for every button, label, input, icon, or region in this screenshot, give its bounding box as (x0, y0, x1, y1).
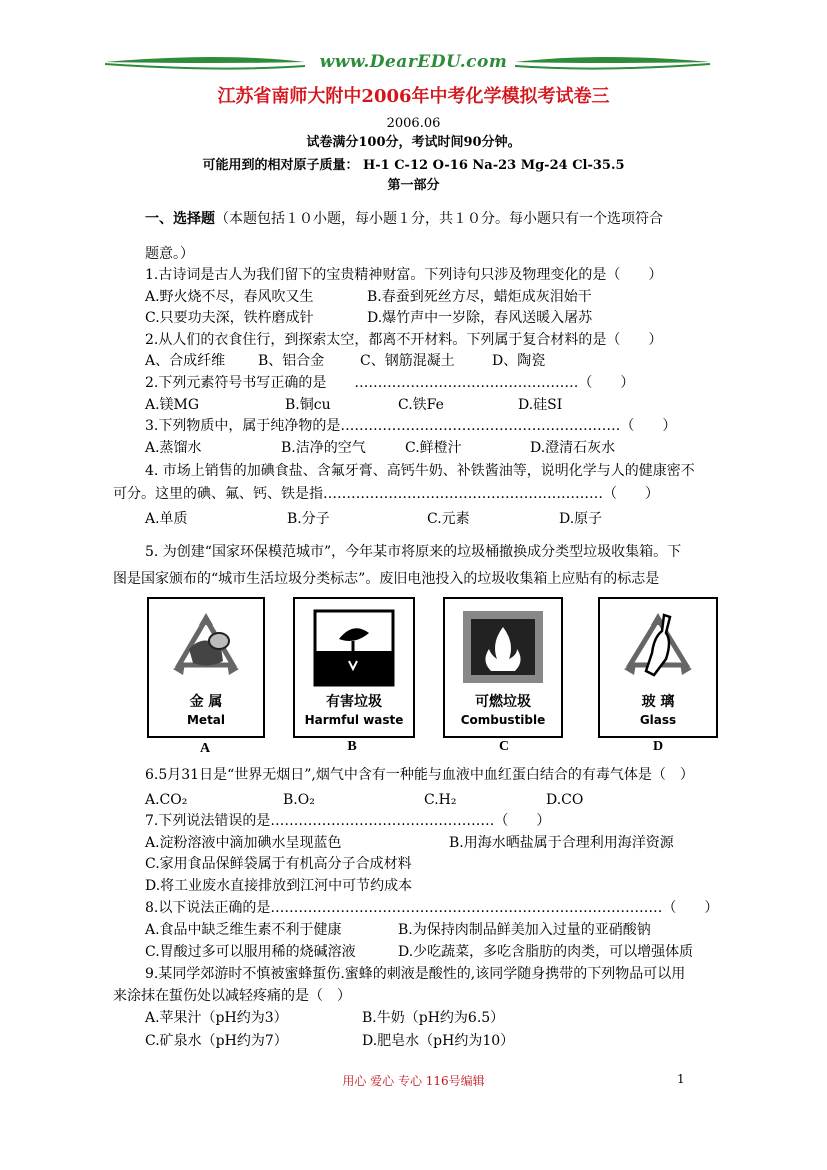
sign-glass (598, 597, 718, 738)
exam-info: 试卷满分100分，考试时间90分钟。 (306, 135, 521, 150)
sign-en-label: Harmful waste (304, 713, 404, 727)
sign-en-label: Glass (639, 713, 677, 727)
question-stem: 3.下列物质中，属于纯净物的是……………………………………………………（ ） (145, 418, 677, 434)
option-a: A.苹果汁（pH约为3） (145, 1010, 288, 1026)
option-c: C.矿泉水（pH约为7） (145, 1033, 288, 1049)
section-desc-cont: 题意。） (145, 246, 194, 262)
page-number: 1 (677, 1072, 685, 1086)
sign-letter: D (652, 739, 664, 754)
option-c: C.胃酸过多可以服用稀的烧碱溶液 (145, 944, 356, 960)
option-a: A.镁MG (145, 397, 200, 413)
glass-bottle-icon (600, 599, 716, 689)
option-c: C.只要功夫深，铁杵磨成针 (145, 310, 314, 326)
part-heading: 第一部分 (387, 178, 440, 193)
metal-recycle-icon (149, 599, 263, 689)
question-stem: 2.从人们的衣食住行，到探索太空，都离不开材料。下列属于复合材料的是（ ） (145, 332, 663, 348)
option-a: A.淀粉溶液中滴加碘水呈现蓝色 (145, 835, 342, 851)
option-c: C.鲜橙汁 (405, 440, 462, 456)
option-d: D、陶瓷 (492, 353, 546, 369)
atomic-masses: 可能用到的相对原子质量： H-1 C-12 O-16 Na-23 Mg-24 Cl-35.5 (202, 158, 625, 173)
sign-metal (147, 597, 265, 738)
option-d: D.硅SI (518, 397, 563, 413)
option-b: B.分子 (287, 511, 330, 527)
option-a: A.野火烧不尽，春风吹又生 (145, 289, 314, 305)
option-c: C.元素 (427, 511, 470, 527)
question-stem: 8.以下说法正确的是…………………………………………………………………………（ ） (145, 900, 719, 916)
section-heading-line (145, 209, 663, 229)
sign-harmful (293, 597, 415, 738)
option-d: D.肥皂水（pH约为10） (362, 1033, 515, 1049)
sign-cn-label: 金 属 (189, 694, 223, 710)
option-b: B.牛奶（pH约为6.5） (362, 1010, 505, 1026)
option-d: D.将工业废水直接排放到江河中可节约成本 (145, 878, 413, 894)
sign-letter: A (199, 741, 211, 756)
sign-letter: C (498, 739, 510, 754)
question-stem: 1.古诗词是古人为我们留下的宝贵精神财富。下列诗句只涉及物理变化的是（ ） (145, 267, 663, 283)
option-a: A.蒸馏水 (145, 440, 202, 456)
option-b: B、铝合金 (258, 353, 325, 369)
section-heading: 一、选择题 (145, 211, 215, 227)
sign-en-label: Metal (186, 713, 226, 727)
option-a: A.CO₂ (145, 792, 188, 808)
sign-cn-label: 玻 璃 (641, 694, 675, 710)
question-stem-cont: 图是国家颁布的“城市生活垃圾分类标志”。废旧电池投入的垃圾收集箱上应贴有的标志是 (113, 571, 660, 587)
section-desc: （本题包括１０小题，每小题１分，共１０分。每小题只有一个选项符合 (215, 211, 663, 227)
option-d: D.爆竹声中一岁除，春风送暖入屠苏 (367, 310, 593, 326)
option-c: C、钢筋混凝土 (360, 353, 455, 369)
exam-date: 2006.06 (386, 116, 441, 131)
footer-text: 用心 爱心 专心 116号编辑 (342, 1074, 485, 1088)
option-d: D.原子 (559, 511, 603, 527)
option-d: D.澄清石灰水 (530, 440, 616, 456)
question-stem-cont: 可分。这里的碘、氟、钙、铁是指……………………………………………………（ ） (113, 486, 659, 502)
option-d: D.少吃蔬菜，多吃含脂肪的肉类，可以增强体质 (398, 944, 694, 960)
flame-icon (445, 599, 561, 689)
option-a: A.单质 (145, 511, 188, 527)
option-b: B.为保持肉制品鲜美加入过量的亚硝酸钠 (398, 922, 651, 938)
sign-en-label: Combustible (460, 713, 546, 727)
option-c: C.家用食品保鲜袋属于有机高分子合成材料 (145, 856, 412, 872)
question-stem: 4. 市场上销售的加碘食盐、含氟牙膏、高钙牛奶、补铁酱油等，说明化学与人的健康密不 (145, 463, 695, 479)
question-stem: 9.某同学郊游时不慎被蜜蜂蜇伤.蜜蜂的刺液是酸性的,该同学随身携带的下列物品可以用 (145, 966, 686, 982)
option-d: D.CO (546, 792, 584, 808)
site-watermark: www.DearEDU.com (319, 52, 508, 72)
sign-cn-label: 有害垃圾 (326, 694, 382, 710)
option-a: A、合成纤维 (145, 353, 226, 369)
option-b: B.春蚕到死丝方尽，蜡炬成灰泪始干 (367, 289, 592, 305)
sign-combustible (443, 597, 563, 738)
question-stem: 2.下列元素符号书写正确的是 …………………………………………（ ） (145, 375, 635, 391)
option-c: C.H₂ (424, 792, 457, 808)
question-stem: 7.下列说法错误的是…………………………………………（ ） (145, 813, 551, 829)
page-title: 江苏省南师大附中2006年中考化学模拟考试卷三 (217, 86, 610, 107)
option-c: C.铁Fe (398, 397, 444, 413)
harmful-waste-icon (295, 599, 413, 689)
option-a: A.食品中缺乏维生素不利于健康 (145, 922, 342, 938)
option-b: B.用海水晒盐属于合理利用海洋资源 (449, 835, 674, 851)
question-stem: 5. 为创建“国家环保模范城市”，今年某市将原来的垃圾桶撤换成分类型垃圾收集箱。下 (145, 544, 682, 560)
option-b: B.铜cu (285, 397, 331, 413)
option-b: B.洁净的空气 (281, 440, 366, 456)
sign-cn-label: 可燃垃圾 (475, 694, 531, 710)
sign-letter: B (347, 739, 357, 754)
question-stem-cont: 来涂抹在蜇伤处以减轻疼痛的是（ ） (113, 988, 351, 1004)
question-stem: 6.5月31日是“世界无烟日”,烟气中含有一种能与血液中血红蛋白结合的有毒气体是（ ） (145, 767, 694, 783)
option-b: B.O₂ (283, 792, 315, 808)
